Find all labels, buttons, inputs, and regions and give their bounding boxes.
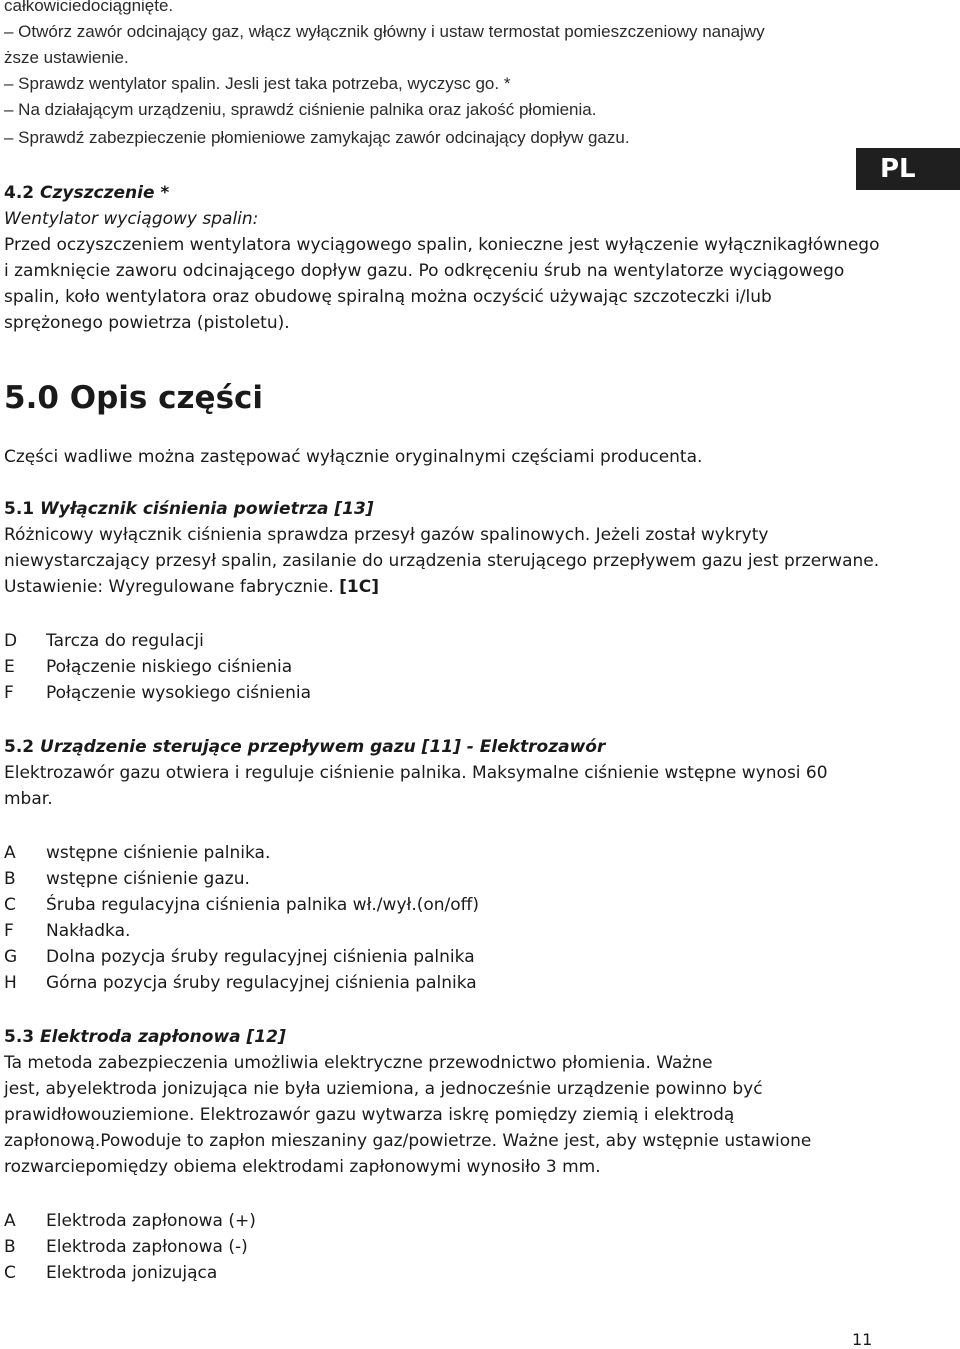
paragraph-line: jest, abyelektroda jonizująca nie była uziemiona, a jednocześnie urządzenie powinno być — [4, 1079, 763, 1099]
section-5-1-heading — [4, 496, 374, 522]
legend-text: Tarcza do regulacji — [46, 631, 204, 651]
setting-line — [4, 574, 884, 600]
legend-item — [4, 840, 479, 866]
legend-text: Górna pozycja śruby regulacyjnej ciśnienia palnika — [46, 973, 477, 993]
paragraph-line: i zamknięcie zaworu odcinającego dopływ gazu. Po odkręceniu śrub na wentylatorze wyciągowego — [4, 261, 845, 281]
setting-reference: [1C] — [339, 577, 379, 597]
section-5-3-body — [4, 1050, 884, 1180]
paragraph-line: Ta metoda zabezpieczenia umożliwia elektryczne przewodnictwo płomienia. Ważne — [4, 1053, 713, 1073]
paragraph-line: niewystarczający przesył spalin, zasilanie do urządzenia sterującego przepływem gazu jest przerwane. — [4, 551, 880, 571]
legend-item — [4, 970, 479, 996]
page-number: 11 — [852, 1330, 873, 1349]
paragraph-line: Różnicowy wyłącznik ciśnienia sprawdza przesył gazów spalinowych. Jeżeli został wykryty — [4, 525, 769, 545]
legend-item — [4, 654, 311, 680]
top-line-5: – Na działającym urządzeniu, sprawdź ciśnienie palnika oraz jakość płomienia. — [4, 100, 597, 119]
paragraph-line: spalin, koło wentylatora oraz obudowę spiralną można oczyścić używając szczoteczki i/lub — [4, 287, 772, 307]
section-4-2-body — [4, 232, 884, 336]
section-title: Opis części — [69, 380, 264, 416]
legend-item — [4, 944, 479, 970]
paragraph-line: zapłonową.Powoduje to zapłon mieszaniny gaz/powietrze. Ważne jest, aby wstępnie ustawione — [4, 1131, 812, 1151]
section-title: Elektroda zapłonowa [12] — [40, 1027, 286, 1047]
section-5-1-legend — [4, 628, 311, 706]
legend-item — [4, 1208, 256, 1234]
legend-text: Nakładka. — [46, 921, 131, 941]
legend-item — [4, 866, 479, 892]
top-line-1: całkowiciedociągnięte. — [4, 0, 174, 15]
legend-item — [4, 918, 479, 944]
top-line-3: ższe ustawienie. — [4, 48, 129, 67]
language-tab: PL — [856, 148, 960, 190]
section-5-3-legend — [4, 1208, 256, 1286]
legend-key: F — [4, 921, 14, 941]
legend-text: Dolna pozycja śruby regulacyjnej ciśnienia palnika — [46, 947, 475, 967]
legend-text: Elektroda zapłonowa (+) — [46, 1211, 256, 1231]
legend-key: E — [4, 657, 15, 677]
legend-key: C — [4, 895, 16, 915]
legend-key: F — [4, 683, 14, 703]
legend-key: B — [4, 1237, 16, 1257]
legend-key: D — [4, 631, 18, 651]
section-number: 5.3 — [4, 1027, 35, 1047]
top-line-2: – Otwórz zawór odcinający gaz, włącz wyłącznik główny i ustaw termostat pomieszczeniowy nanajwy — [4, 22, 765, 41]
section-5-2-heading — [4, 734, 605, 760]
legend-text: Połączenie niskiego ciśnienia — [46, 657, 293, 677]
section-5-2-body — [4, 760, 884, 812]
legend-text: wstępne ciśnienie palnika. — [46, 843, 271, 863]
legend-text: Połączenie wysokiego ciśnienia — [46, 683, 312, 703]
top-line-6: – Sprawdź zabezpieczenie płomieniowe zamykając zawór odcinający dopływ gazu. — [4, 128, 630, 147]
legend-key: B — [4, 869, 16, 889]
legend-text: wstępne ciśnienie gazu. — [46, 869, 250, 889]
legend-text: Elektroda jonizująca — [46, 1263, 218, 1283]
section-title: Czyszczenie * — [40, 183, 170, 203]
legend-item — [4, 1260, 256, 1286]
section-number: 5.0 — [4, 380, 59, 416]
legend-item — [4, 892, 479, 918]
section-5-0-heading — [4, 380, 263, 416]
setting-text: Ustawienie: Wyregulowane fabrycznie. — [4, 577, 334, 597]
section-5-2-legend — [4, 840, 479, 996]
paragraph-line: mbar. — [4, 789, 53, 809]
legend-key: C — [4, 1263, 16, 1283]
section-number: 4.2 — [4, 183, 35, 203]
section-5-1-body — [4, 522, 884, 600]
paragraph-line: prawidłowouziemione. Elektrozawór gazu wytwarza iskrę pomiędzy ziemią i elektrodą — [4, 1105, 735, 1125]
legend-key: G — [4, 947, 18, 967]
legend-item — [4, 1234, 256, 1260]
paragraph-line: sprężonego powietrza (pistoletu). — [4, 313, 290, 333]
paragraph-line: Elektrozawór gazu otwiera i reguluje ciśnienie palnika. Maksymalne ciśnienie wstępne wynosi 60 — [4, 763, 828, 783]
legend-key: A — [4, 1211, 16, 1231]
section-4-2-subtitle: Wentylator wyciągowy spalin: — [4, 209, 259, 229]
section-4-2-heading — [4, 180, 169, 206]
section-number: 5.2 — [4, 737, 35, 757]
section-number: 5.1 — [4, 499, 35, 519]
legend-key: H — [4, 973, 17, 993]
legend-text: Elektroda zapłonowa (-) — [46, 1237, 248, 1257]
legend-key: A — [4, 843, 16, 863]
paragraph-line: Przed oczyszczeniem wentylatora wyciągowego spalin, konieczne jest wyłączenie wyłącznikagłównego — [4, 235, 880, 255]
section-title: Wyłącznik ciśnienia powietrza [13] — [40, 499, 374, 519]
top-line-4: – Sprawdz wentylator spalin. Jesli jest taka potrzeba, wyczysc go. * — [4, 74, 511, 93]
legend-item — [4, 628, 311, 654]
legend-item — [4, 680, 311, 706]
section-title: Urządzenie sterujące przepływem gazu [11] - Elektrozawór — [40, 737, 606, 757]
paragraph-line: rozwarciepomiędzy obiema elektrodami zapłonowymi wynosiło 3 mm. — [4, 1157, 601, 1177]
section-5-3-heading — [4, 1024, 286, 1050]
section-5-0-intro: Części wadliwe można zastępować wyłącznie oryginalnymi częściami producenta. — [4, 447, 703, 467]
legend-text: Śruba regulacyjna ciśnienia palnika wł./wył.(on/off) — [46, 895, 480, 915]
